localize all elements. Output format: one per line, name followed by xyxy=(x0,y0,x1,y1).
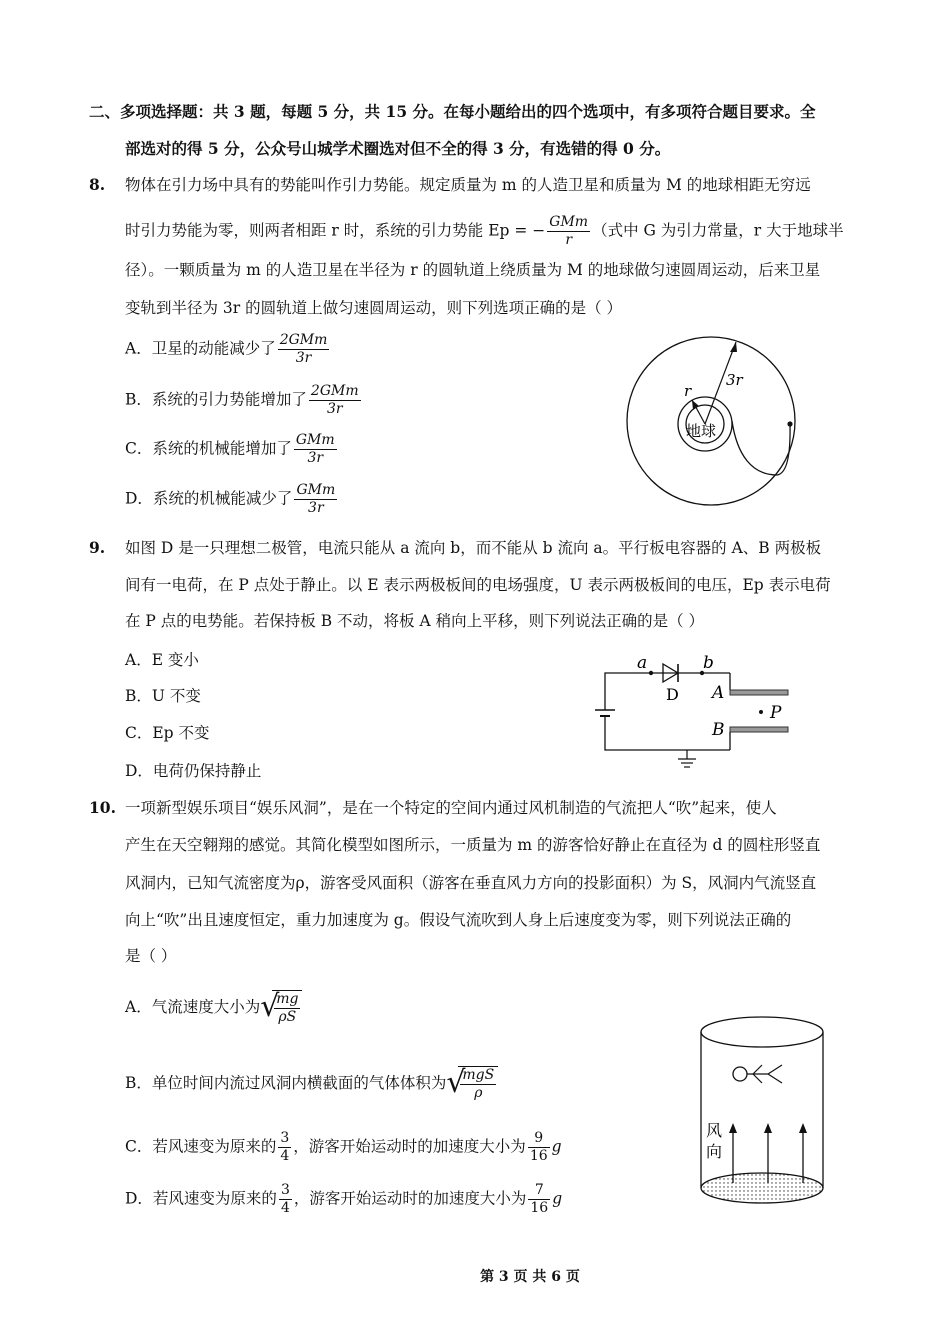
q8-orbit-figure xyxy=(612,320,812,520)
q8-line2-b: （式中 G 为引力常量，r 大于地球半 xyxy=(592,221,844,240)
q10-option-d-f2n: 7 xyxy=(528,1182,550,1200)
q10-option-a-den: ρS xyxy=(278,1009,297,1025)
section-header-line1: 二、多项选择题：共 3 题，每题 5 分，共 15 分。在每小题给出的四个选项中，有多项符合题目要求。全 xyxy=(89,102,816,121)
q8-option-a[interactable] xyxy=(125,332,331,367)
q8-line2 xyxy=(125,214,844,249)
q8-option-a-label: A．卫星的动能减少了 xyxy=(125,339,276,358)
q10-line1: 一项新型娱乐项目“娱乐风洞”，是在一个特定的空间内通过风机制造的气流把人“吹”起来，使人 xyxy=(125,799,777,817)
q10-option-a[interactable] xyxy=(125,990,302,1026)
label-b: b xyxy=(703,653,714,673)
q10-option-d-f2d: 16 xyxy=(530,1200,549,1216)
section-header-line2: 部选对的得 5 分，公众号山城学术圈选对但不全的得 3 分，有选错的得 0 分。 xyxy=(125,139,671,158)
q10-option-b-den: ρ xyxy=(474,1085,483,1101)
wind-arrowhead-2 xyxy=(764,1123,772,1133)
q9-line2: 间有一电荷，在 P 点处于静止。以 E 表示两极板间的电场强度，U 表示两极板间的电压，Ep 表示电荷 xyxy=(125,576,831,594)
q10-option-c-g: g xyxy=(551,1137,562,1156)
q8-option-d-num: GMm xyxy=(296,482,336,498)
q9-circuit-figure xyxy=(590,648,810,776)
q10-option-d-f1d: 4 xyxy=(280,1200,290,1216)
q8-option-a-den: 3r xyxy=(295,350,312,366)
wind-label-2: 向 xyxy=(706,1142,723,1161)
q8-option-b[interactable] xyxy=(125,383,363,418)
q8-option-c-num: GMm xyxy=(295,432,335,448)
tourist-leg-1 xyxy=(768,1065,782,1074)
label-earth: 地球 xyxy=(686,422,717,440)
label-3r: 3r xyxy=(726,371,743,389)
q8-ep-formula xyxy=(547,214,590,249)
label-r: r xyxy=(684,382,692,400)
q9-line3: 在 P 点的电势能。若保持板 B 不动，将板 A 稍向上平移，则下列说法正确的是（ ） xyxy=(125,612,705,630)
outer-orbit xyxy=(627,337,795,505)
q8-line4: 变轨到半径为 3r 的圆轨道上做匀速圆周运动，则下列选项正确的是（ ） xyxy=(125,299,623,317)
q8-option-c[interactable] xyxy=(125,432,339,467)
q10-option-c-f2d: 16 xyxy=(529,1148,548,1164)
q10-option-b-label: B．单位时间内流过风洞内横截面的气体体积为 xyxy=(125,1074,447,1092)
plate-b xyxy=(730,727,788,732)
q8-option-a-num: 2GMm xyxy=(279,332,328,348)
label-diode: D xyxy=(666,685,679,704)
q8-ep-den: r xyxy=(565,232,573,248)
q9-line1: 如图 D 是一只理想二极管，电流只能从 a 流向 b，而不能从 b 流向 a。平行板电容器的 A、B 两极板 xyxy=(125,539,822,557)
tunnel-top xyxy=(701,1017,823,1047)
tourist-arm-1 xyxy=(753,1065,762,1074)
q8-option-d[interactable] xyxy=(125,482,339,517)
q9-option-d[interactable]: D．电荷仍保持静止 xyxy=(125,762,262,780)
point-a xyxy=(649,671,653,675)
q10-option-c-f2n: 9 xyxy=(528,1130,550,1148)
q8-ep-num: GMm xyxy=(549,214,589,230)
q10-option-c-b: ，游客开始运动时的加速度大小为 xyxy=(293,1137,526,1156)
q10-line5: 是（ ） xyxy=(125,947,177,965)
q10-option-b-sqrt: √ $\frac{\text{mgS}}{\rho}$ xyxy=(446,1066,498,1102)
q10-number: 10. xyxy=(89,798,116,817)
radius-3r-arrowhead xyxy=(730,342,737,352)
tunnel-base xyxy=(701,1173,823,1203)
q8-number: 8. xyxy=(89,175,106,194)
q10-option-c-f1n: 3 xyxy=(280,1130,290,1146)
q8-line3: 径）。一颗质量为 m 的人造卫星在半径为 r 的圆轨道上绕质量为 M 的地球做匀速圆周运动，后来卫星 xyxy=(125,261,821,279)
q10-option-c[interactable] xyxy=(125,1130,562,1165)
q10-option-a-label: A．气流速度大小为 xyxy=(125,998,261,1016)
tourist-arm-2 xyxy=(753,1074,762,1083)
q9-option-c[interactable]: C．Ep 不变 xyxy=(125,724,210,742)
q10-option-b[interactable] xyxy=(125,1066,498,1102)
q10-line3: 风洞内，已知气流密度为ρ，游客受风面积（游客在垂直风力方向的投影面积）为 S，风洞内气流竖直 xyxy=(125,874,817,892)
q8-option-d-label: D．系统的机械能减少了 xyxy=(125,489,293,508)
q8-option-b-num: 2GMm xyxy=(310,383,359,399)
label-plate-a: A xyxy=(712,683,725,703)
q8-option-b-label: B．系统的引力势能增加了 xyxy=(125,390,307,409)
q10-line2: 产生在天空翱翔的感觉。其简化模型如图所示，一质量为 m 的游客恰好静止在直径为 d 的圆柱形竖直 xyxy=(125,836,821,854)
q9-number: 9. xyxy=(89,538,106,557)
q8-option-d-den: 3r xyxy=(308,500,324,516)
q8-option-c-label: C．系统的机械能增加了 xyxy=(125,439,292,458)
label-a: a xyxy=(637,653,648,673)
q10-wind-tunnel-figure xyxy=(690,1005,840,1215)
label-plate-b: B xyxy=(712,720,725,740)
q10-option-c-f1d: 4 xyxy=(280,1148,290,1164)
plate-a xyxy=(730,690,788,695)
q8-option-b-den: 3r xyxy=(326,401,343,417)
wind-arrowhead-1 xyxy=(729,1123,737,1133)
q10-option-d-f1n: 3 xyxy=(280,1182,290,1198)
q10-option-d-a: D．若风速变为原来的 xyxy=(125,1189,277,1208)
q10-option-d-g: g xyxy=(552,1189,563,1208)
tourist-leg-2 xyxy=(768,1074,782,1083)
page-footer: 第 3 页 共 6 页 xyxy=(480,1269,580,1285)
wind-arrowhead-3 xyxy=(799,1123,807,1133)
q10-option-a-num: mg xyxy=(276,991,299,1007)
label-p: P xyxy=(770,703,782,723)
q8-line2-a: 时引力势能为零，则两者相距 r 时，系统的引力势能 Ep = − xyxy=(125,221,546,240)
q10-line4: 向上“吹”出且速度恒定，重力加速度为 g。假设气流吹到人身上后速度变为零，则下列说法正确的 xyxy=(125,911,792,929)
radius-r-arrowhead xyxy=(692,400,699,410)
q8-option-c-den: 3r xyxy=(307,450,324,466)
wind-label-1: 风 xyxy=(706,1121,723,1140)
point-p xyxy=(759,710,763,714)
tourist-head xyxy=(733,1067,747,1081)
q10-option-a-sqrt: √ $\frac{mg}{\rho S}$ xyxy=(260,990,302,1026)
q10-option-d-b: ，游客开始运动时的加速度大小为 xyxy=(293,1189,527,1208)
q10-option-d[interactable] xyxy=(125,1182,562,1217)
q10-option-c-a: C．若风速变为原来的 xyxy=(125,1137,277,1156)
q10-option-b-num: mgS xyxy=(462,1067,495,1083)
q9-option-a[interactable]: A．E 变小 xyxy=(125,651,199,669)
q8-line1: 物体在引力场中具有的势能叫作引力势能。规定质量为 m 的人造卫星和质量为 M 的地球相距无穷远 xyxy=(125,176,811,194)
q9-option-b[interactable]: B．U 不变 xyxy=(125,687,201,705)
transfer-point xyxy=(787,421,792,426)
